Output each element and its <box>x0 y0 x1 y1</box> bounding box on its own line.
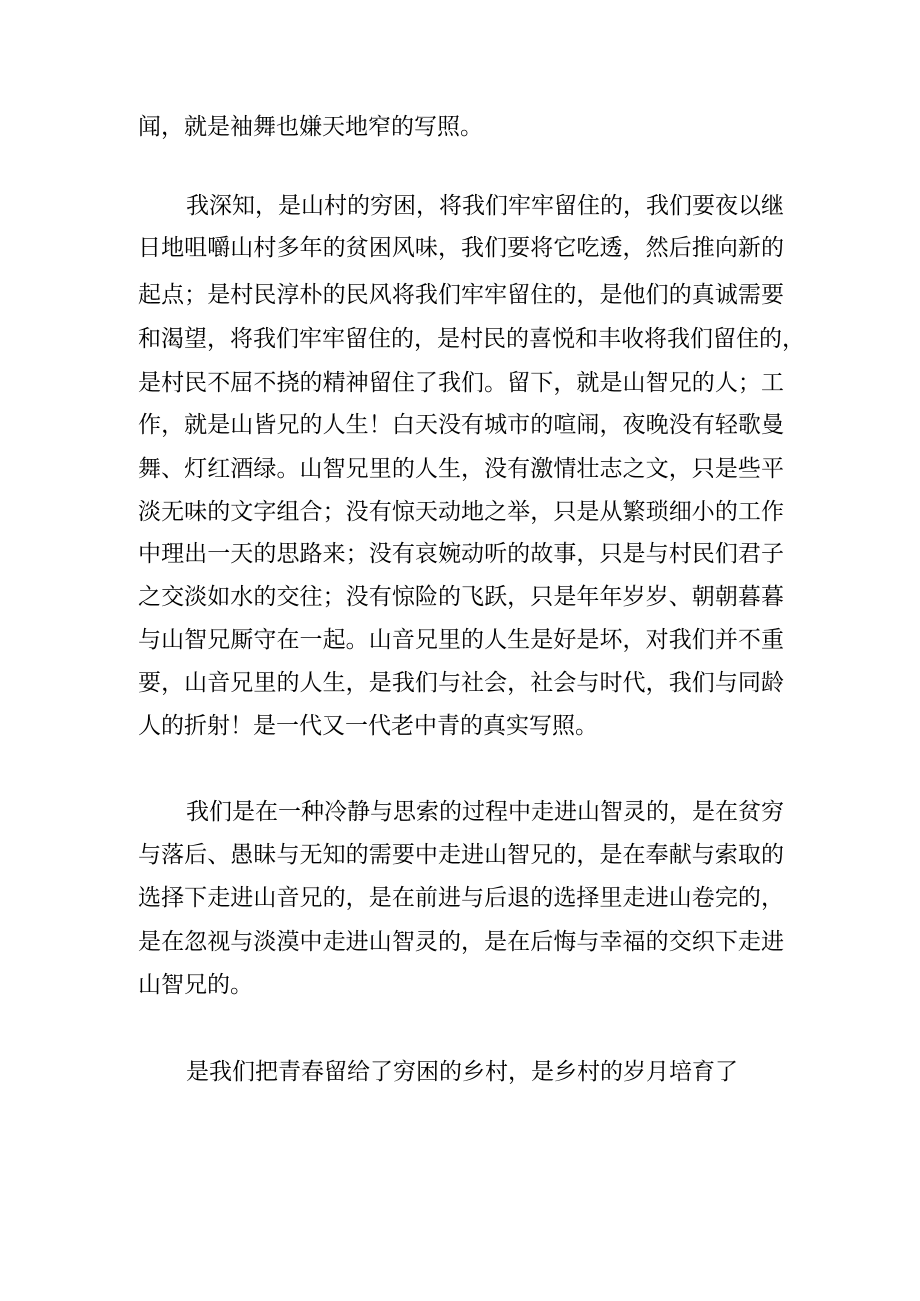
text-line: 是在忽视与淡漠中走进山智灵的，是在后悔与幸福的交织下走进 <box>138 929 784 955</box>
text-line: 之交淡如水的交往；没有惊险的飞跃，只是年年岁岁、朝朝暮暮 <box>138 584 784 610</box>
text-line: 要，山音兄里的人生，是我们与社会，社会与时代，我们与同龄 <box>138 670 784 696</box>
text-line: 日地咀嚼山村多年的贫困风味，我们要将它吃透，然后推向新的 <box>138 235 784 261</box>
text-line: 与落后、愚昧与无知的需要中走进山智兄的，是在奉献与索取的 <box>138 842 784 868</box>
text-line: 选择下走进山音兄的，是在前进与后退的选择里走进山卷完的， <box>138 885 784 911</box>
text-line: 起点；是村民淳朴的民风将我们牢牢留住的，是他们的真诚需要 <box>138 282 784 308</box>
text-line: 和渴望，将我们牢牢留住的，是村民的喜悦和丰收将我们留住的， <box>138 326 805 352</box>
text-line: 我们是在一种冷静与思索的过程中走进山智灵的，是在贫穷 <box>186 799 784 825</box>
text-line: 人的折射！是一代又一代老中青的真实写照。 <box>138 713 598 739</box>
text-line: 山智兄的。 <box>138 972 253 998</box>
text-line: 是我们把青春留给了穷困的乡村，是乡村的岁月培育了 <box>186 1059 738 1085</box>
text-line: 是村民不屈不挠的精神留住了我们。留下，就是山智兄的人；工 <box>138 370 784 396</box>
text-line: 作，就是山皆兄的人生！白天没有城市的喧闹，夜晚没有轻歌曼 <box>138 412 784 438</box>
text-line: 我深知，是山村的穷困，将我们牢牢留住的，我们要夜以继 <box>186 193 784 219</box>
text-line: 与山智兄厮守在一起。山音兄里的人生是好是坏，对我们并不重 <box>138 627 784 653</box>
text-line: 淡无味的文字组合；没有惊天动地之举，只是从繁琐细小的工作 <box>138 499 784 525</box>
text-line: 舞、灯红酒绿。山智兄里的人生，没有激情壮志之文，只是些平 <box>138 456 784 482</box>
text-line: 闻，就是袖舞也嫌天地窄的写照。 <box>138 114 483 140</box>
text-line: 中理出一天的思路来；没有哀婉动听的故事，只是与村民们君子 <box>138 541 784 567</box>
